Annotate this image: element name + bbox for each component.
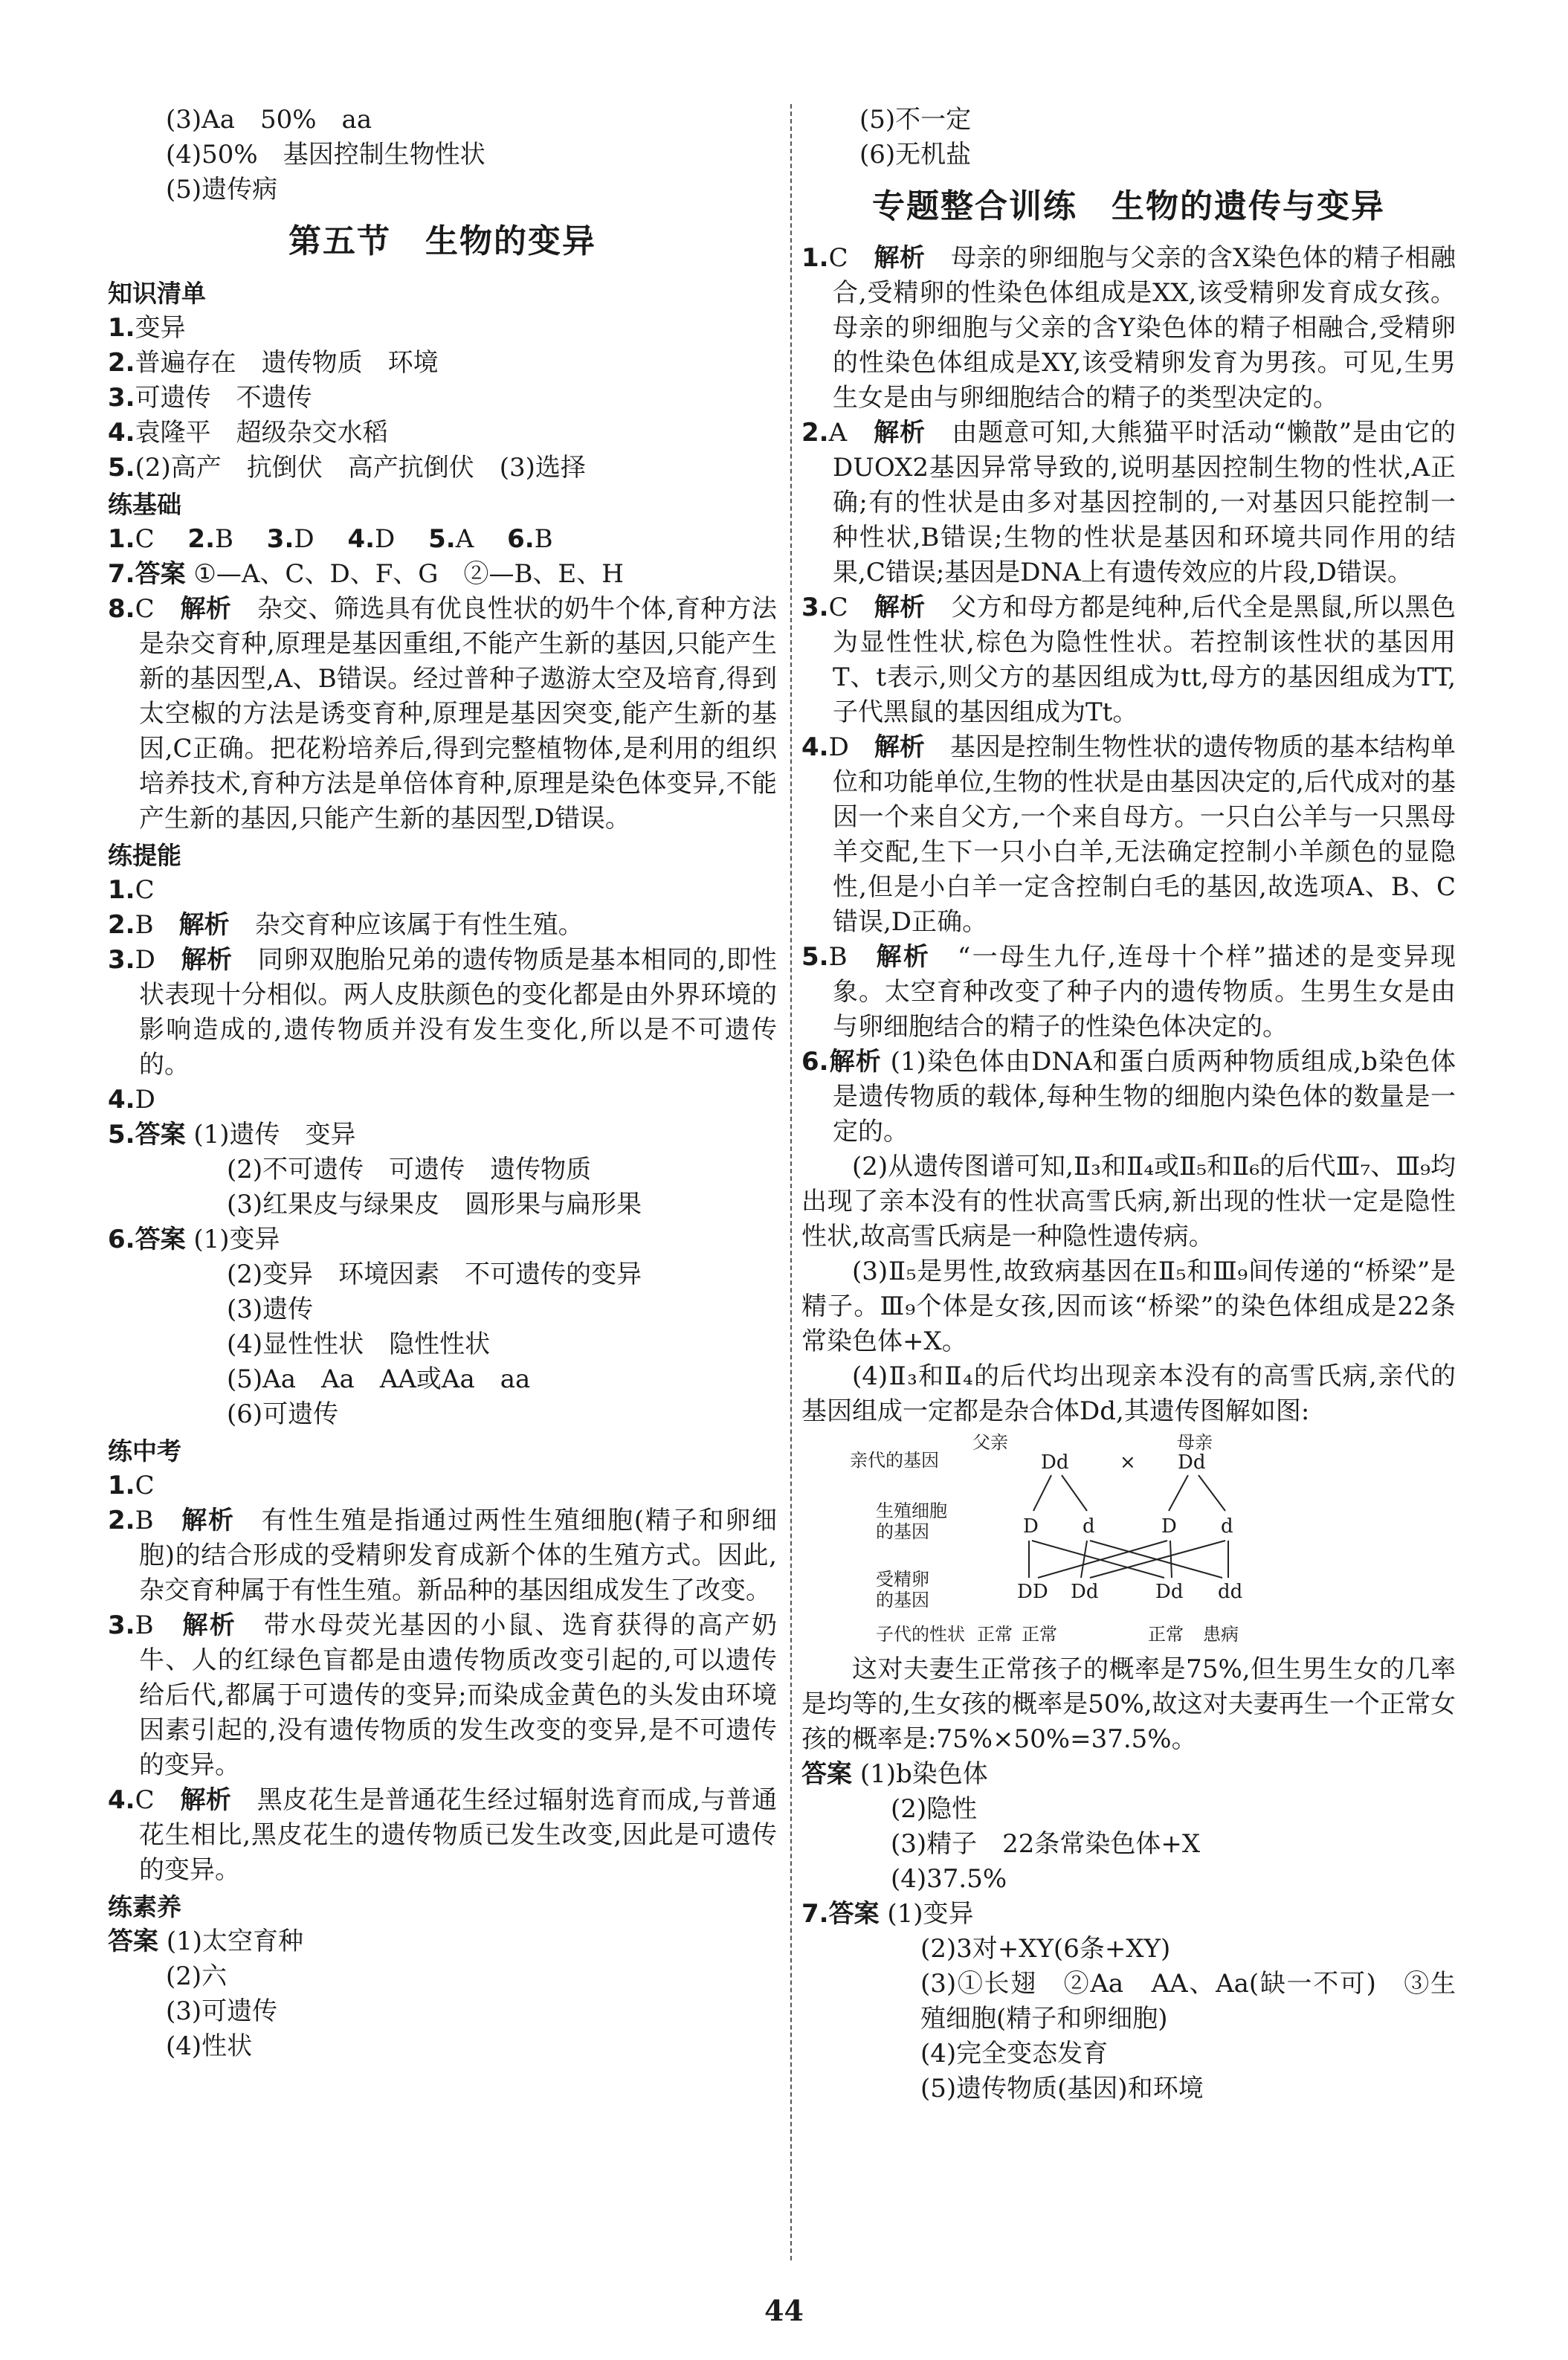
answer-line: (5)遗传病 (166, 175, 278, 204)
column-divider (790, 104, 792, 2260)
list-item: 4.袁隆平 超级杂交水稻 (108, 418, 388, 448)
question-explanation: 4.D 解析 基因是控制生物性状的遗传物质的基本结构单位和功能单位,生物的性状是由基因决定的,后代成对的基因一个来自父方,一个来自母方。一只白公羊与一只黑母羊交配,生下一只小白羊,无法确定控制小羊颜色的显隐性,但是小白羊一定含控制白毛的基因,故选项A、B、C错误,D正确。 (801, 732, 1456, 937)
section-title: 专题整合训练 生物的遗传与变异 (872, 187, 1385, 225)
diagram-row-label: 的基因 (876, 1521, 929, 1542)
diagram-label-father: 父亲 (972, 1432, 1008, 1453)
answer-line: (3)可遗传 (166, 1996, 278, 2026)
zygote: Dd (1155, 1581, 1184, 1603)
answer-line: (2)六 (166, 1961, 228, 1991)
answer-line: (3)Aa 50% aa (166, 105, 372, 135)
answer-line: (2)不可遗传 可遗传 遗传物质 (227, 1155, 592, 1184)
page-number: 44 (764, 2294, 804, 2327)
cross-symbol: × (1120, 1451, 1136, 1474)
answer-line: (2)3对+XY(6条+XY) (920, 1934, 1171, 1964)
diagram-row-label: 受精卵 (876, 1569, 929, 1590)
question-explanation: 2.B 解析 有性生殖是指通过两性生殖细胞(精子和卵细胞)的结合形成的受精卵发育成新个体的生殖方式。因此,杂交育种属于有性生殖。新品种的基因组成发生了改变。 (108, 1506, 778, 1605)
answer-line: 4.D (108, 1085, 155, 1115)
question-explanation: 4.C 解析 黑皮花生是普通花生经过辐射选育而成,与普通花生相比,黑皮花生的遗传物质已发生改变,因此是可遗传的变异。 (108, 1785, 778, 1885)
answer-line: (6)可遗传 (227, 1399, 339, 1429)
section-title: 第五节 生物的变异 (288, 222, 596, 260)
question-explanation: 2.A 解析 由题意可知,大熊猫平时活动“懒散”是由它的DUOX2基因异常导致的,说明基因控制生物的性状,A正确;有的性状是由多对基因控制的,一对基因只能控制一种性状,B错误;生物的性状是基因和环境共同作用的结果,C错误;基因是DNA上有遗传效应的片段,D错误。 (801, 418, 1456, 587)
answer-line: (3)①长翅 ②Aa AA、Aa(缺一不可) ③生殖细胞(精子和卵细胞) (920, 1969, 1456, 2034)
genotype: Dd (1041, 1451, 1069, 1474)
diagram-row-label: 生殖细胞 (876, 1500, 947, 1521)
right-column (801, 103, 1456, 2106)
answer-line: (4)50% 基因控制生物性状 (166, 140, 485, 170)
question-explanation: 6.解析 (1)染色体由DNA和蛋白质两种物质组成,b染色体是遗传物质的载体,每种生物的细胞内染色体的数量是一定的。 (801, 1047, 1456, 1147)
answer-line: (5)遗传物质(基因)和环境 (920, 2074, 1204, 2103)
answer-line: 1.C 2.B 3.D 4.D 5.A 6.B (108, 524, 553, 554)
explanation-paragraph: (2)从遗传图谱可知,Ⅱ₃和Ⅱ₄或Ⅱ₅和Ⅱ₆的后代Ⅲ₇、Ⅲ₉均出现了亲本没有的性状高雪氏病,新出现的性状一定是隐性性状,故高雪氏病是一种隐性遗传病。 (801, 1152, 1456, 1251)
list-item: 1.变异 (108, 313, 186, 343)
answer-line: (3)遗传 (227, 1295, 314, 1324)
gamete: D (1161, 1515, 1177, 1538)
question-explanation: 3.D 解析 同卵双胞胎兄弟的遗传物质是基本相同的,即性状表现十分相似。两人皮肤颜色的变化都是由外界环境的影响造成的,遗传物质并没有发生变化,所以是不可遗传的。 (108, 945, 777, 1080)
answer-line: (4)显性性状 隐性性状 (227, 1329, 491, 1359)
list-item: 3.可遗传 不遗传 (108, 383, 312, 413)
subsection-heading: 练提能 (108, 841, 181, 870)
zygote: DD (1017, 1581, 1048, 1603)
subsection-heading: 知识清单 (108, 279, 206, 308)
genotype: Dd (1178, 1451, 1206, 1474)
answer-line: (4)37.5% (891, 1864, 1007, 1894)
answer-line: (5)Aa Aa AA或Aa aa (227, 1364, 531, 1394)
explanation-paragraph: (3)Ⅱ₅是男性,故致病基因在Ⅱ₅和Ⅲ₉间传递的“桥梁”是精子。Ⅲ₉个体是女孩,因而该“桥梁”的染色体组成是22条常染色体+X。 (801, 1257, 1456, 1356)
answer-line: 1.C (108, 875, 155, 905)
question-explanation: 8.C 解析 杂交、筛选具有优良性状的奶牛个体,育种方法是杂交育种,原理是基因重组,不能产生新的基因,只能产生新的基因型,A、B错误。经过普种子遨游太空及培育,得到太空椒的方法是诱变育种,原理是基因突变,能产生新的基因,C正确。把花粉培养后,得到完整植物体,是利用的组织培养技术,育种方法是单倍体育种,原理是染色体变异,不能产生新的基因,只能产生新的基因型,D错误。 (108, 594, 778, 834)
left-column (108, 103, 777, 2064)
question-explanation: 2.B 解析 杂交育种应该属于有性生殖。 (108, 910, 584, 940)
subsection-heading: 练中考 (108, 1437, 181, 1466)
diagram-row-label: 子代的性状 (876, 1624, 965, 1645)
gamete: D (1023, 1515, 1039, 1538)
phenotype: 正常 (1148, 1624, 1184, 1645)
answer-line: (6)无机盐 (859, 140, 972, 170)
subsection-heading: 练素养 (108, 1892, 181, 1921)
answer-line: 答案 (1)b染色体 (801, 1759, 988, 1789)
answer-line: (3)红果皮与绿果皮 圆形果与扁形果 (227, 1190, 642, 1219)
explanation-paragraph: (4)Ⅱ₃和Ⅱ₄的后代均出现亲本没有的高雪氏病,亲代的基因组成一定都是杂合体Dd,其遗传图解如图: (801, 1361, 1456, 1426)
genetic-cross-diagram (801, 1429, 1456, 1652)
answer-line: (5)不一定 (859, 105, 972, 135)
answer-line: (2)变异 环境因素 不可遗传的变异 (227, 1260, 642, 1289)
question-explanation: 3.C 解析 父方和母方都是纯种,后代全是黑鼠,所以黑色为显性性状,棕色为隐性性状。若控制该性状的基因用T、t表示,则父方的基因组成为tt,母方的基因组成为TT,子代黑鼠的基因组成为Tt。 (801, 593, 1456, 727)
answer-line: 1.C (108, 1471, 155, 1500)
phenotype: 正常 (1022, 1624, 1057, 1645)
subsection-heading: 练基础 (108, 490, 181, 519)
answer-line: 7.答案 (1)变异 (801, 1899, 974, 1929)
answer-line: (4)完全变态发育 (920, 2039, 1109, 2069)
list-item: 5.(2)高产 抗倒伏 高产抗倒伏 (3)选择 (108, 453, 586, 483)
answer-line: (2)隐性 (891, 1794, 978, 1824)
diagram-label-mother: 母亲 (1177, 1432, 1213, 1453)
gamete: d (1221, 1515, 1233, 1538)
question-explanation: 1.C 解析 母亲的卵细胞与父亲的含X染色体的精子相融合,受精卵的性染色体组成是XX,该受精卵发育成女孩。母亲的卵细胞与父亲的含Y染色体的精子相融合,受精卵的性染色体组成是XY,该受精卵发育为男孩。可见,生男生女是由与卵细胞结合的精子的类型决定的。 (801, 243, 1456, 413)
answer-line: (3)精子 22条常染色体+X (891, 1829, 1201, 1859)
explanation-paragraph: 这对夫妻生正常孩子的概率是75%,但生男生女的几率是均等的,生女孩的概率是50%,故这对夫妻再生一个正常女孩的概率是:75%×50%=37.5%。 (801, 1654, 1456, 1754)
answer-line: (4)性状 (166, 2031, 253, 2061)
diagram-row-label: 亲代的基因 (850, 1450, 939, 1471)
question-explanation: 3.B 解析 带水母荧光基因的小鼠、选育获得的高产奶牛、人的红绿色盲都是由遗传物质改变引起的,可以遗传给后代,都属于可遗传的变异;而染成金黄色的头发由环境因素引起的,没有遗传物质的发生改变的变异,是不可遗传的变异。 (108, 1611, 777, 1780)
answer-line: 7.答案 ①—A、C、D、F、G ②—B、E、H (108, 559, 624, 589)
question-explanation: 5.B 解析 “一母生九仔,连母十个样”描述的是变异现象。太空育种改变了种子内的遗传物质。生男生女是由与卵细胞结合的精子的性染色体决定的。 (801, 942, 1456, 1042)
phenotype: 患病 (1203, 1624, 1239, 1645)
diagram-row-label: 的基因 (876, 1590, 929, 1611)
list-item: 2.普遍存在 遗传物质 环境 (108, 348, 439, 378)
answer-line: 5.答案 (1)遗传 变异 (108, 1120, 356, 1150)
zygote: dd (1218, 1581, 1243, 1603)
zygote: Dd (1071, 1581, 1099, 1603)
phenotype: 正常 (977, 1624, 1013, 1645)
answer-line: 6.答案 (1)变异 (108, 1225, 280, 1254)
answer-line: 答案 (1)太空育种 (108, 1927, 303, 1956)
gamete: d (1083, 1515, 1095, 1538)
